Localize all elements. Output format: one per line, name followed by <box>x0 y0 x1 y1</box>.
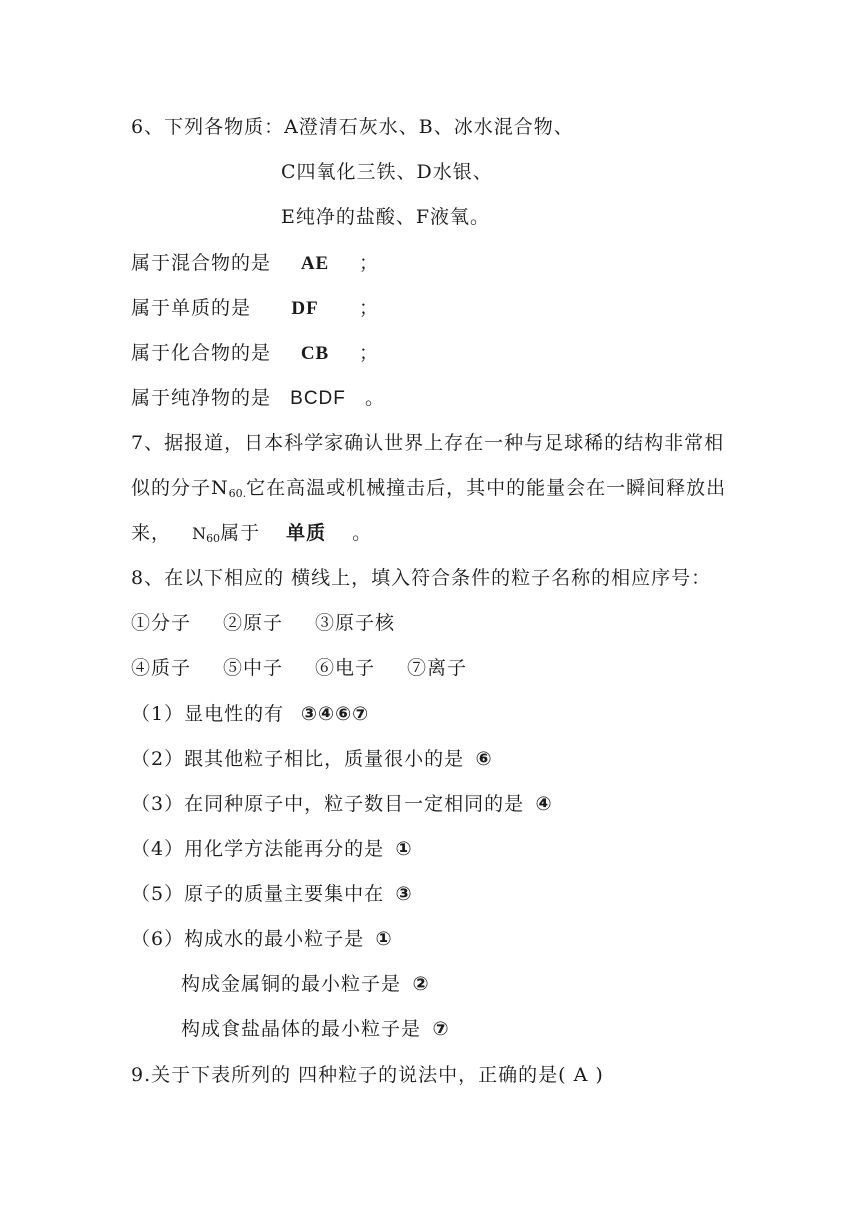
q6-item-mixture <box>131 251 379 276</box>
q8-item-answer: ⑥ <box>475 749 493 770</box>
q8-item-text: （4）用化学方法能再分的是 <box>131 838 385 860</box>
q7-line2-start: 似的分子N <box>131 477 229 499</box>
q8-item-answer: ③④⑥⑦ <box>300 704 370 725</box>
q8-item <box>181 972 441 997</box>
q8-item <box>131 792 564 817</box>
q8-item <box>131 837 424 862</box>
q7-line2-end: 它在高温或机械撞击后，其中的能量会在一瞬间释放出 <box>246 477 727 499</box>
q7-line1: 7、据报道，日本科学家确认世界上存在一种与足球稀的结构非常相 <box>131 432 725 454</box>
q7-line3-subscript: 60 <box>206 532 221 545</box>
q8-item <box>131 747 504 772</box>
q8-item-text: （3）在同种原子中，粒子数目一定相同的是 <box>131 793 525 815</box>
q7-line2 <box>131 476 726 506</box>
q8-item <box>181 1017 461 1042</box>
q6-item-suffix: 。 <box>365 387 386 409</box>
q8-item-text: 构成食盐晶体的最小粒子是 <box>181 1018 422 1040</box>
q8-option: ①分子 <box>131 612 192 634</box>
q7-line3 <box>131 521 372 551</box>
q8-option: ⑥电子 <box>315 657 376 679</box>
q8-item-answer: ① <box>395 839 413 860</box>
q7-line3-label: 属于 <box>220 522 261 544</box>
q6-item-suffix: ； <box>359 297 380 319</box>
q8-item-text: （2）跟其他粒子相比，质量很小的是 <box>131 748 465 770</box>
q8-item-answer: ② <box>412 974 430 995</box>
q6-item-suffix: ； <box>359 342 380 364</box>
q8-option: ⑦离子 <box>407 657 468 679</box>
q8-title: 8、在以下相应的 横线上，填入符合条件的粒子名称的相应序号： <box>131 567 712 589</box>
q7-line3-end: 。 <box>352 522 373 544</box>
q8-item-text: （1）显电性的有 <box>131 703 285 725</box>
q8-options-row2 <box>131 656 467 680</box>
q6-item-compound <box>131 341 379 366</box>
q8-option: ④质子 <box>131 657 192 679</box>
q8-options-row1 <box>131 611 395 635</box>
q8-item-answer: ① <box>375 929 393 950</box>
q6-answer-pure: BCDF <box>290 388 346 409</box>
q8-item-text: （6）构成水的最小粒子是 <box>131 928 365 950</box>
q8-item-answer: ⑦ <box>432 1019 450 1040</box>
q6-answer-mixture: AE <box>300 253 330 274</box>
q6-line1: 6、下列各物质：A澄清石灰水、B、冰水混合物、 <box>131 116 574 138</box>
q6-item-prefix: 属于混合物的是 <box>131 252 272 274</box>
q7-answer: 单质 <box>286 523 327 544</box>
q6-item-prefix: 属于单质的是 <box>131 297 252 319</box>
q8-option: ⑤中子 <box>223 657 284 679</box>
q6-item-prefix: 属于化合物的是 <box>131 342 272 364</box>
q8-item <box>131 882 424 907</box>
q6-line3: E纯净的盐酸、F液氧。 <box>281 206 491 228</box>
q6-item-prefix: 属于纯净物的是 <box>131 387 272 409</box>
q7-line2-subscript: 60. <box>228 487 247 500</box>
q7-line3-start: 来， <box>131 522 172 544</box>
q8-item <box>131 927 404 952</box>
q6-item-pure <box>131 386 385 411</box>
q7-line3-formula: N <box>192 524 207 543</box>
q8-option: ③原子核 <box>315 612 396 634</box>
q6-answer-compound: CB <box>300 343 330 364</box>
q8-item-answer: ③ <box>395 884 413 905</box>
q8-item <box>131 702 386 727</box>
q6-line2: C四氧化三铁、D水银、 <box>281 161 493 183</box>
q8-item-text: 构成金属铜的最小粒子是 <box>181 973 402 995</box>
q9-text: 9.关于下表所列的 四种粒子的说法中，正确的是( A ) <box>131 1064 604 1086</box>
q6-item-suffix: ； <box>359 252 380 274</box>
q8-item-answer: ④ <box>535 794 553 815</box>
q6-item-element <box>131 296 379 321</box>
q8-option: ②原子 <box>223 612 284 634</box>
q8-item-text: （5）原子的质量主要集中在 <box>131 883 385 905</box>
q6-answer-element: DF <box>291 298 319 319</box>
